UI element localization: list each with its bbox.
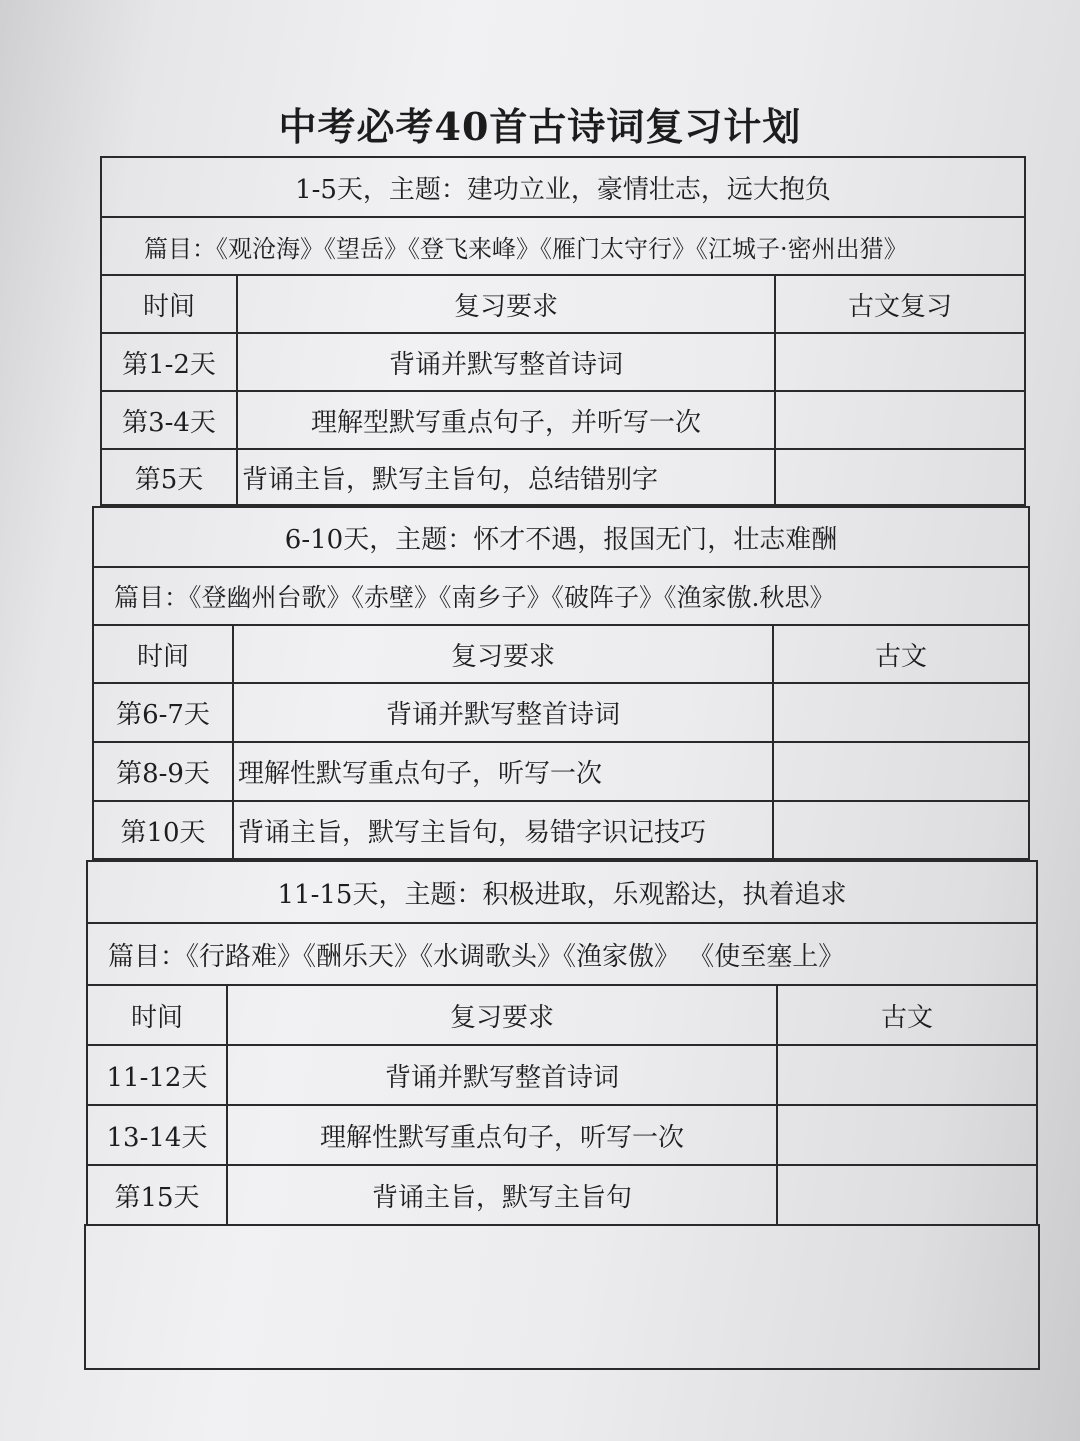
- table-row: [102, 332, 1024, 390]
- row-blank: [772, 684, 1028, 741]
- row-time: 第3-4天: [122, 407, 216, 438]
- row-blank: [772, 802, 1028, 858]
- row-time: 13-14天: [106, 1122, 208, 1153]
- section-theme: 6-10天，主题：怀才不遇，报国无门，壮志难酬: [284, 524, 838, 555]
- table-row: [102, 448, 1024, 504]
- table-row: [94, 682, 1028, 741]
- section-theme: 1-5天，主题：建功立业，豪情壮志，远大抱负: [295, 174, 831, 205]
- row-blank: [776, 1106, 1036, 1164]
- header-classical: 古文: [772, 626, 1028, 682]
- header-time: 时间: [130, 1002, 183, 1033]
- row-requirement: 背诵并默写整首诗词: [236, 334, 774, 390]
- row-requirement: 背诵主旨，默写主旨句: [226, 1166, 776, 1224]
- table-row: [88, 1044, 1036, 1104]
- header-requirement: 复习要求: [226, 986, 776, 1044]
- table-row: [88, 1104, 1036, 1164]
- row-blank: [774, 334, 1024, 390]
- table-row: [94, 800, 1028, 858]
- section-works: 篇目：《登幽州台歌》《赤壁》《南乡子》《破阵子》《渔家傲.秋思》: [94, 566, 1028, 624]
- table-row: [94, 741, 1028, 800]
- row-requirement: 理解性默写重点句子，听写一次: [226, 1106, 776, 1164]
- section-works: 篇目：《观沧海》《望岳》《登飞来峰》《雁门太守行》《江城子·密州出猎》: [102, 216, 1024, 274]
- section-3-table: [86, 860, 1038, 1226]
- row-blank: [776, 1046, 1036, 1104]
- row-blank: [772, 743, 1028, 800]
- table-row: [102, 390, 1024, 448]
- section-1-table: [100, 156, 1026, 506]
- header-requirement: 复习要求: [236, 276, 774, 332]
- row-requirement: 背诵并默写整首诗词: [232, 684, 772, 741]
- table-row: [88, 1164, 1036, 1224]
- row-blank: [774, 450, 1024, 504]
- header-row: [94, 624, 1028, 682]
- row-time: 第1-2天: [122, 349, 216, 380]
- header-requirement: 复习要求: [232, 626, 772, 682]
- row-time: 第5天: [134, 464, 204, 495]
- row-requirement: 理解型默写重点句子，并听写一次: [236, 392, 774, 448]
- row-time: 第8-9天: [116, 759, 210, 789]
- header-row: [88, 984, 1036, 1044]
- page-title: 中考必考40首古诗词复习计划: [278, 104, 802, 149]
- empty-notes-box: [84, 1224, 1040, 1370]
- row-requirement: 背诵并默写整首诗词: [226, 1046, 776, 1104]
- section-theme: 11-15天，主题：积极进取，乐观豁达，执着追求: [277, 879, 847, 910]
- header-classical: 古文复习: [774, 276, 1024, 332]
- row-time: 第15天: [114, 1182, 200, 1213]
- row-requirement: 背诵主旨，默写主旨句，总结错别字: [236, 450, 774, 504]
- row-blank: [774, 392, 1024, 448]
- section-works: 篇目：《行路难》《酬乐天》《水调歌头》《渔家傲》 《使至塞上》: [88, 922, 1036, 984]
- row-time: 第10天: [120, 817, 206, 848]
- row-time: 11-12天: [106, 1062, 208, 1093]
- row-requirement: 理解性默写重点句子，听写一次: [232, 743, 772, 800]
- row-requirement: 背诵主旨，默写主旨句，易错字识记技巧: [232, 802, 772, 858]
- row-time: 第6-7天: [116, 700, 210, 730]
- header-time: 时间: [136, 641, 189, 672]
- header-classical: 古文: [776, 986, 1036, 1044]
- section-2-table: [92, 506, 1030, 860]
- row-blank: [776, 1166, 1036, 1224]
- header-time: 时间: [142, 291, 195, 322]
- header-row: [102, 274, 1024, 332]
